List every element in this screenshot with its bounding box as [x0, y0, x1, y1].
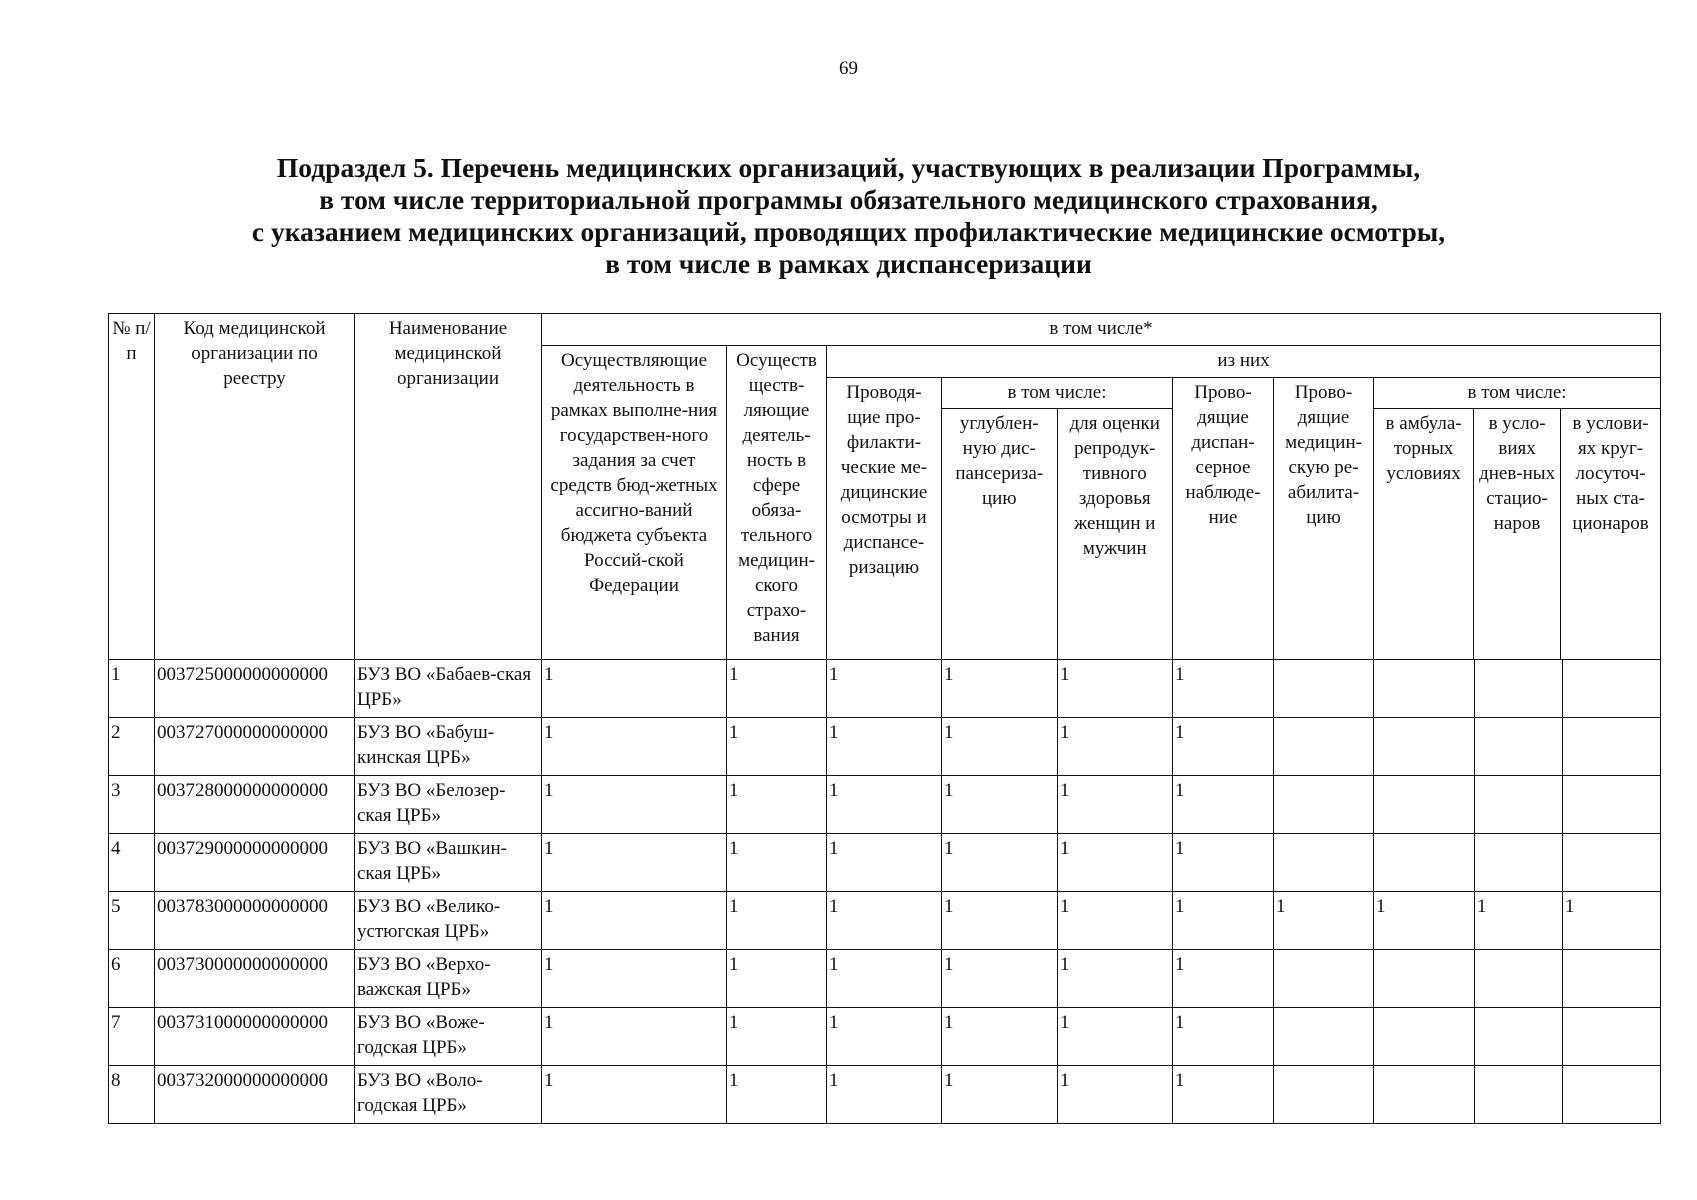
header-prophylactic-text: Проводя-щие про-филакти-ческие ме-дицинские осмотры и диспансе-ризацию	[840, 382, 928, 578]
cell-value: 1	[942, 1008, 1058, 1066]
header-code: Код медицинской организации по реестру	[155, 314, 355, 660]
cell-value	[1274, 718, 1374, 776]
cell-code: 003730000000000000	[155, 950, 355, 1008]
cell-value	[1563, 776, 1661, 834]
cell-value: 1	[727, 776, 827, 834]
cell-value: 1	[727, 892, 827, 950]
cell-value	[1274, 834, 1374, 892]
cell-value	[1374, 660, 1475, 718]
cell-value: 1	[542, 660, 727, 718]
cell-value: 1	[542, 1066, 727, 1124]
cell-num: 1	[109, 660, 155, 718]
header-incl-1: в том числе:	[942, 378, 1172, 409]
cell-value: 1	[1173, 1066, 1274, 1124]
header-round-clock: в услови-ях круг-лосуточ-ных ста-ционаров	[1572, 413, 1649, 534]
cell-value	[1475, 718, 1563, 776]
cell-value: 1	[1058, 776, 1173, 834]
cell-value: 1	[1058, 892, 1173, 950]
table-row	[109, 950, 1661, 1008]
cell-value: 1	[727, 834, 827, 892]
cell-value: 1	[1058, 834, 1173, 892]
cell-code: 003727000000000000	[155, 718, 355, 776]
cell-name: БУЗ ВО «Верхо-важская ЦРБ»	[355, 950, 542, 1008]
table-row	[109, 776, 1661, 834]
cell-value: 1	[827, 776, 942, 834]
header-deep-disp: углублен-ную дис-пансериза-цию	[942, 409, 1058, 659]
cell-num: 7	[109, 1008, 155, 1066]
cell-code: 003728000000000000	[155, 776, 355, 834]
header-incl-2: в том числе:	[1374, 378, 1660, 409]
header-dispensary: Прово-дящие диспан-серное наблюде-ние	[1173, 378, 1274, 660]
cell-num: 6	[109, 950, 155, 1008]
cell-value: 1	[1274, 892, 1374, 950]
cell-value	[1374, 1008, 1475, 1066]
cell-value: 1	[1173, 950, 1274, 1008]
cell-value	[1563, 1066, 1661, 1124]
cell-name: БУЗ ВО «Воло-годская ЦРБ»	[355, 1066, 542, 1124]
cell-num: 4	[109, 834, 155, 892]
cell-value: 1	[1058, 1066, 1173, 1124]
cell-value: 1	[1173, 660, 1274, 718]
cell-value: 1	[827, 892, 942, 950]
header-name: Наименование медицинской организации	[355, 314, 542, 660]
header-state-task: Осуществляющие деятельность в рамках выполне-ния государствен-ного задания за счет средств бюд-жетных ассигно-ваний бюджета субъекта Россий-ской Федерации	[542, 346, 727, 660]
cell-name: БУЗ ВО «Вашкин-ская ЦРБ»	[355, 834, 542, 892]
cell-value: 1	[1475, 892, 1563, 950]
cell-value	[1274, 950, 1374, 1008]
cell-value: 1	[542, 950, 727, 1008]
table-row	[109, 1008, 1661, 1066]
table-row	[109, 660, 1661, 718]
cell-num: 2	[109, 718, 155, 776]
cell-value: 1	[542, 776, 727, 834]
cell-num: 8	[109, 1066, 155, 1124]
title-line: в том числе территориальной программы обязательного медицинского страхования,	[319, 184, 1378, 215]
cell-value	[1475, 776, 1563, 834]
cell-value: 1	[542, 834, 727, 892]
table-row	[109, 718, 1661, 776]
header-including: в том числе*	[542, 314, 1661, 346]
cell-value	[1374, 718, 1475, 776]
cell-value	[1475, 660, 1563, 718]
cell-value	[1274, 1008, 1374, 1066]
cell-name: БУЗ ВО «Белозер-ская ЦРБ»	[355, 776, 542, 834]
cell-value	[1475, 1066, 1563, 1124]
cell-value: 1	[1374, 892, 1475, 950]
title-line: Подраздел 5. Перечень медицинских организаций, участвующих в реализации Программы,	[276, 152, 1421, 183]
table-row	[109, 1066, 1661, 1124]
cell-value: 1	[942, 950, 1058, 1008]
cell-value: 1	[827, 1008, 942, 1066]
table-row	[109, 834, 1661, 892]
cell-code: 003729000000000000	[155, 834, 355, 892]
organizations-table	[108, 313, 1661, 1124]
cell-name: БУЗ ВО «Воже-годская ЦРБ»	[355, 1008, 542, 1066]
cell-value: 1	[542, 892, 727, 950]
cell-value: 1	[727, 1008, 827, 1066]
cell-value	[1374, 1066, 1475, 1124]
table-row	[109, 892, 1661, 950]
cell-value: 1	[1058, 718, 1173, 776]
title-line: в том числе в рамках диспансеризации	[605, 248, 1092, 279]
header-ambulatory: в амбула-торных условиях	[1374, 409, 1474, 659]
cell-value	[1374, 950, 1475, 1008]
cell-value: 1	[727, 950, 827, 1008]
cell-value: 1	[827, 950, 942, 1008]
section-title	[0, 152, 1697, 280]
cell-value: 1	[542, 1008, 727, 1066]
cell-value: 1	[942, 892, 1058, 950]
cell-value: 1	[1173, 834, 1274, 892]
cell-value	[1563, 950, 1661, 1008]
cell-name: БУЗ ВО «Бабаев-ская ЦРБ»	[355, 660, 542, 718]
cell-value	[1563, 1008, 1661, 1066]
header-oms: Осуществ ществ-ляющие деятель-ность в сфере обяза-тельного медицин-ского страхо-вания	[727, 346, 827, 660]
header-of-them: из них	[827, 346, 1661, 378]
cell-value	[1374, 776, 1475, 834]
cell-value: 1	[1058, 1008, 1173, 1066]
cell-value: 1	[727, 718, 827, 776]
header-num: № п/п	[109, 314, 155, 660]
cell-value: 1	[827, 834, 942, 892]
cell-value: 1	[727, 660, 827, 718]
cell-num: 3	[109, 776, 155, 834]
cell-value: 1	[1173, 1008, 1274, 1066]
cell-value: 1	[942, 718, 1058, 776]
cell-value: 1	[1173, 718, 1274, 776]
cell-value: 1	[1058, 950, 1173, 1008]
cell-value: 1	[1173, 892, 1274, 950]
cell-value: 1	[942, 660, 1058, 718]
cell-value: 1	[942, 776, 1058, 834]
header-prophylactic	[827, 378, 942, 660]
header-day-hospital: в усло-виях днев-ных стацио-наров	[1474, 409, 1561, 659]
cell-value	[1274, 776, 1374, 834]
cell-code: 003783000000000000	[155, 892, 355, 950]
cell-value	[1563, 834, 1661, 892]
cell-value: 1	[1563, 892, 1661, 950]
cell-value	[1475, 834, 1563, 892]
cell-code: 003731000000000000	[155, 1008, 355, 1066]
cell-value	[1374, 834, 1475, 892]
cell-value	[1563, 718, 1661, 776]
cell-value	[1475, 950, 1563, 1008]
cell-value: 1	[1058, 660, 1173, 718]
header-including-subgroup-2	[1374, 378, 1661, 660]
cell-value: 1	[827, 718, 942, 776]
cell-name: БУЗ ВО «Велико-устюгская ЦРБ»	[355, 892, 542, 950]
title-line: с указанием медицинских организаций, проводящих профилактические медицинские осмотры,	[251, 216, 1446, 247]
header-rehab: Прово-дящие медицин-скую ре-абилита-цию	[1274, 378, 1374, 660]
header-including-subgroup-1	[942, 378, 1173, 660]
cell-value: 1	[1173, 776, 1274, 834]
cell-value	[1563, 660, 1661, 718]
cell-code: 003725000000000000	[155, 660, 355, 718]
cell-value	[1475, 1008, 1563, 1066]
header-reproductive: для оценки репродук-тивного здоровья женщин и мужчин	[1069, 413, 1160, 559]
cell-value: 1	[942, 1066, 1058, 1124]
cell-name: БУЗ ВО «Бабуш-кинская ЦРБ»	[355, 718, 542, 776]
cell-value: 1	[827, 1066, 942, 1124]
cell-value: 1	[827, 660, 942, 718]
cell-value: 1	[542, 718, 727, 776]
cell-value: 1	[942, 834, 1058, 892]
cell-code: 003732000000000000	[155, 1066, 355, 1124]
cell-value	[1274, 660, 1374, 718]
cell-num: 5	[109, 892, 155, 950]
cell-value: 1	[727, 1066, 827, 1124]
cell-value	[1274, 1066, 1374, 1124]
page-number: 69	[839, 58, 858, 79]
